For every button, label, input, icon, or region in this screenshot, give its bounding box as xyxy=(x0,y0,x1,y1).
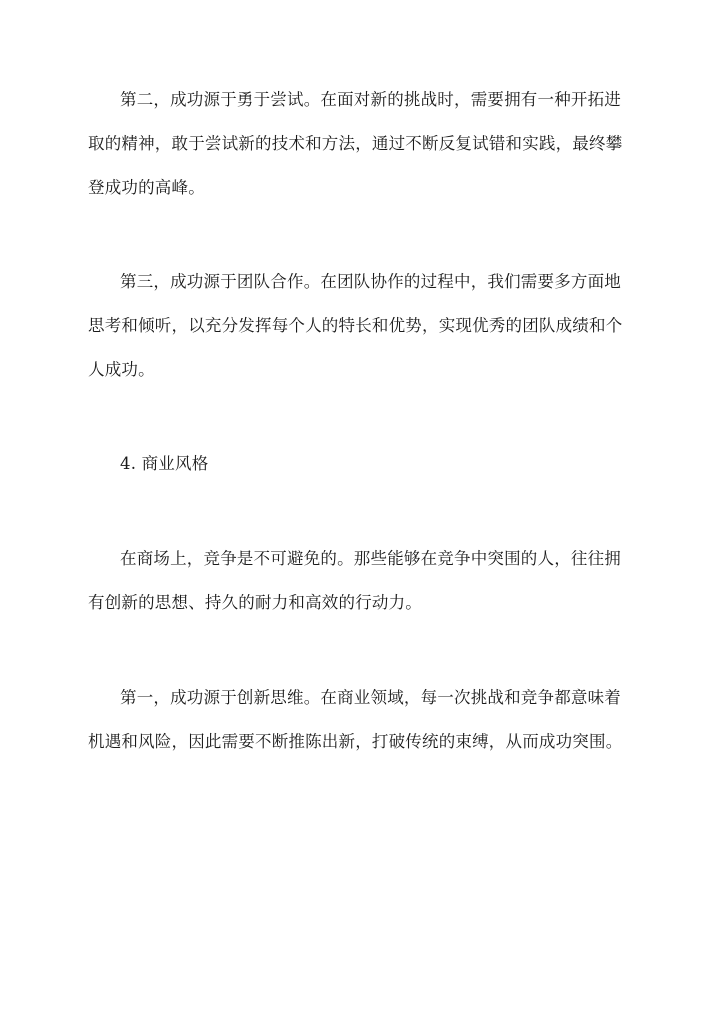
paragraph-line: 在商场上，竞争是不可避免的。那些能够在竞争中突围的人，往往拥 xyxy=(120,549,621,568)
paragraph-line: 机遇和风险，因此需要不断推陈出新，打破传统的束缚，从而成功突围。 xyxy=(88,732,623,751)
paragraph-line: 人成功。 xyxy=(88,360,155,379)
paragraph-line: 第三，成功源于团队合作。在团队协作的过程中，我们需要多方面地 xyxy=(120,272,621,291)
paragraph-line: 取的精神，敢于尝试新的技术和方法，通过不断反复试错和实践，最终攀 xyxy=(88,134,623,153)
section-heading: 4. 商业风格 xyxy=(120,454,209,473)
paragraph-line: 第一，成功源于创新思维。在商业领域，每一次挑战和竞争都意味着 xyxy=(120,688,621,707)
paragraph-line: 有创新的思想、持久的耐力和高效的行动力。 xyxy=(88,593,422,612)
paragraph-line: 思考和倾听，以充分发挥每个人的特长和优势，实现优秀的团队成绩和个 xyxy=(88,316,623,335)
paragraph-line: 第二，成功源于勇于尝试。在面对新的挑战时，需要拥有一种开拓进 xyxy=(120,90,621,109)
paragraph-line: 登成功的高峰。 xyxy=(88,178,205,197)
